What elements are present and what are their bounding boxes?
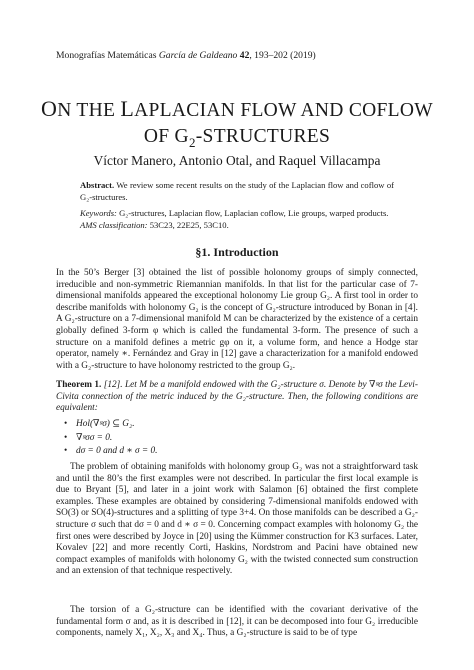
abstract-label: Abstract. <box>80 180 115 190</box>
title-part: -STRUCTURES <box>195 126 331 147</box>
bullet-icon: • <box>64 446 68 457</box>
ams-label: AMS classification: <box>80 219 148 230</box>
journal-pages-year: , 193–202 (2019) <box>249 50 316 61</box>
ams-text: 53C23, 22E25, 53C10. <box>147 219 229 230</box>
journal-author-prefix: García de Galdeano <box>158 50 238 61</box>
title-part: APLACIAN FLOW AND COFLOW <box>134 100 433 121</box>
title-cap: O <box>41 96 58 121</box>
theorem-text: [12]. Let M be a manifold endowed with the G₂-structure σ. Denote by ∇ᵍσ the Levi-Civita connection of the metric induced by the G₂-structure. Then, the following conditions are equivalent: <box>56 380 418 414</box>
paragraph-history: The problem of obtaining manifolds with holonomy group G₂ was not a straightforward task and until the 80’s the first examples were not described. In particular the first local example is due to Bryant [5], and later in a joint work with Salamon [6] obtained the first complete examples. These examples are obtained by considering 7-dimensional manifolds endowed with SO(3) or SO(4)-structures and a splitting of type 3+4. On those manifolds can be described a G₂-structure σ such that dσ = 0 and d ∗ σ = 0. Concerning compact examples with holonomy G₂ the first ones were described by Joyce in [20] using the Kümmer construction for K3 surfaces. Later, Kovalev [22] and more recently Corti, Haskins, Nordstrom and Pacini have obtained new compact examples of manifolds with holonomy G₂ with the twisted connected sum construction and an extension of that technique respectively. <box>56 462 418 577</box>
condition-text: ∇ᵍσσ = 0. <box>76 432 113 443</box>
journal-volume: 42 <box>239 50 250 61</box>
title-subscript: 2 <box>188 134 196 150</box>
title-part: N THE <box>57 100 121 121</box>
bullet-icon: • <box>64 432 68 443</box>
keywords-text: G₂-structures, Laplacian flow, Laplacian coflow, Lie groups, warped products. <box>116 208 389 218</box>
condition-text: dσ = 0 and d ∗ σ = 0. <box>76 446 158 457</box>
title-cap: L <box>120 96 135 121</box>
list-item <box>64 445 418 459</box>
abstract-text: We review some recent results on the study of the Laplacian flow and coflow of G₂-structures. <box>80 180 394 202</box>
list-item <box>64 432 418 446</box>
paper-title <box>40 96 434 156</box>
paragraph-torsion: The torsion of a G₂-structure can be identified with the covariant derivative of the fundamental form σ and, as it is described in [12], it can be decomposed into four G₂ irreducible components, namely X₁, X₂, X₃ and X₄. Thus, a G₂-structure is said to be of type <box>56 605 418 639</box>
paragraph-intro: In the 50’s Berger [3] obtained the list of possible holonomy groups of simply connected, irreducible and non-symmetric Riemannian manifolds. In that list for the particular case of 7-dimensional manifolds appeared the exceptional holonomy Lie group G₂. A first tool in order to describe manifolds with holonomy G₂ is the concept of G₂-structure introduced by Bonan in [4]. A G₂-structure on a 7-dimensional manifold M can be characterized by the existence of a certain globally defined 3-form φ which is called the fundamental 3-form. The presence of such a structure on a manifold defines a metric gφ on it, a volume form, and hence a Hodge star operator, namely ∗. Fernández and Gray in [12] gave a characterization for a manifold endowed with a G₂-structure to have holonomy restricted to the group G₂. <box>56 268 418 371</box>
abstract <box>80 180 394 203</box>
condition-text: Hol(∇ᵍσ) ⊆ G₂. <box>76 419 135 429</box>
list-item <box>64 418 418 432</box>
keywords-label: Keywords: <box>80 208 117 218</box>
title-part: OF G <box>143 126 189 147</box>
theorem <box>56 380 418 415</box>
paper-authors: Víctor Manero, Antonio Otal, and Raquel Villacampa <box>93 153 381 168</box>
journal-series: Monografías Matemáticas <box>56 50 157 61</box>
theorem-conditions <box>64 418 418 459</box>
section-heading: §1. Introduction <box>195 245 279 259</box>
keywords-block <box>80 208 394 231</box>
journal-header <box>56 50 418 62</box>
theorem-label: Theorem 1. <box>56 380 102 390</box>
bullet-icon: • <box>64 419 68 429</box>
